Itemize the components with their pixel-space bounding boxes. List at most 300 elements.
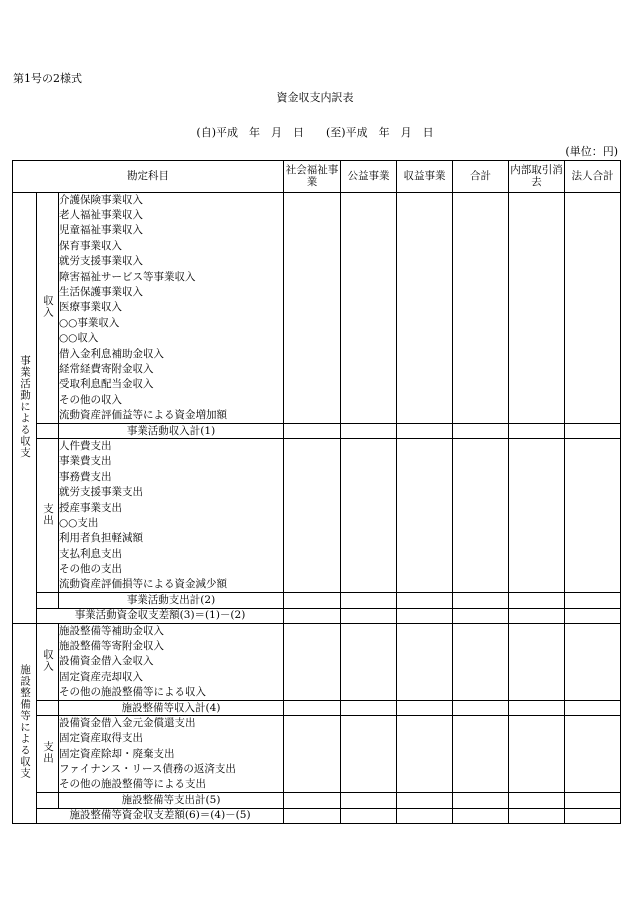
subtotal-row [13,593,621,608]
amount-cell [341,208,397,223]
account-item: 利用者負担軽減額 [59,531,284,546]
amount-cell [341,269,397,284]
amount-cell [284,731,341,746]
amount-cell [453,269,509,284]
amount-cell [284,623,341,638]
amount-cell [341,762,397,777]
table-row [13,362,621,377]
amount-cell [565,685,621,700]
amount-cell [341,700,397,715]
amount-cell [341,546,397,561]
amount-cell [397,408,453,423]
amount-cell [341,439,397,454]
amount-cell [284,639,341,654]
amount-cell [284,577,341,592]
table-row [13,254,621,269]
table-row [13,408,621,423]
amount-cell [453,793,509,808]
amount-cell [341,777,397,792]
amount-cell [565,793,621,808]
table-row [13,316,621,331]
table-row [13,485,621,500]
facility-income-label [37,623,59,700]
amount-cell [565,500,621,515]
amount-cell [341,300,397,315]
amount-cell [565,331,621,346]
amount-cell [341,377,397,392]
amount-cell [397,239,453,254]
amount-cell [341,285,397,300]
amount-cell [284,269,341,284]
amount-cell [565,485,621,500]
table-row [13,500,621,515]
account-item: 医療事業収入 [59,300,284,315]
facility-expense-label [37,716,59,793]
amount-cell [284,316,341,331]
table-row [13,685,621,700]
amount-cell [509,623,565,638]
amount-cell [397,208,453,223]
amount-cell [509,362,565,377]
amount-cell [397,731,453,746]
table-row [13,546,621,561]
amount-cell [509,377,565,392]
amount-cell [397,808,453,823]
amount-cell [565,408,621,423]
amount-cell [453,654,509,669]
amount-cell [397,500,453,515]
account-item: 人件費支出 [59,439,284,454]
amount-cell [341,470,397,485]
amount-cell [284,747,341,762]
facility-section-text: 施設整備等による収支 [19,664,31,780]
amount-cell [397,608,453,623]
amount-cell [565,731,621,746]
account-item: ○○支出 [59,516,284,531]
amount-cell [397,316,453,331]
account-item: 生活保護事業収入 [59,285,284,300]
amount-cell [509,808,565,823]
account-item: その他の施設整備等による支出 [59,777,284,792]
amount-cell [284,439,341,454]
amount-cell [453,193,509,208]
amount-cell [453,408,509,423]
amount-cell [453,762,509,777]
amount-cell [509,562,565,577]
amount-cell [453,700,509,715]
table-row [13,777,621,792]
amount-cell [453,639,509,654]
header-corporation-total: 法人合計 [565,161,621,193]
amount-cell [453,254,509,269]
amount-cell [284,531,341,546]
amount-cell [397,300,453,315]
amount-cell [453,747,509,762]
amount-cell [341,808,397,823]
table-row [13,439,621,454]
subtotal-row [13,793,621,808]
amount-cell [397,562,453,577]
amount-cell [341,408,397,423]
amount-cell [509,593,565,608]
amount-cell [509,700,565,715]
amount-cell [397,531,453,546]
amount-cell [453,777,509,792]
amount-cell [284,377,341,392]
account-item: 就労支援事業収入 [59,254,284,269]
table-row [13,223,621,238]
table-row [13,193,621,208]
header-internal-elimination: 内部取引消去 [509,161,565,193]
table-row [13,393,621,408]
amount-cell [397,346,453,361]
subtotal-row [13,700,621,715]
amount-cell [509,531,565,546]
difference-row [13,808,621,823]
amount-cell [453,531,509,546]
amount-cell [453,562,509,577]
header-account: 勘定科目 [13,161,284,193]
amount-cell [453,208,509,223]
amount-cell [453,470,509,485]
table-row [13,670,621,685]
amount-cell [397,623,453,638]
amount-cell [284,423,341,438]
amount-cell [397,439,453,454]
amount-cell [453,393,509,408]
amount-cell [397,670,453,685]
amount-cell [453,500,509,515]
amount-cell [509,577,565,592]
fund-statement-table [12,160,621,824]
table-row [13,516,621,531]
amount-cell [565,654,621,669]
operating-income-label [37,193,59,424]
period-to: (至)平成 年 月 日 [326,126,434,139]
amount-cell [565,377,621,392]
amount-cell [509,747,565,762]
amount-cell [453,685,509,700]
amount-cell [397,454,453,469]
operating-section-text: 事業活動による収支 [19,354,31,459]
amount-cell [341,716,397,731]
table-row [13,639,621,654]
amount-cell [397,423,453,438]
amount-cell [565,269,621,284]
amount-cell [565,716,621,731]
table-row [13,269,621,284]
amount-cell [453,670,509,685]
amount-cell [453,377,509,392]
table-row [13,654,621,669]
amount-cell [284,300,341,315]
amount-cell [453,577,509,592]
amount-cell [341,654,397,669]
table-row [13,331,621,346]
amount-cell [284,193,341,208]
amount-cell [341,670,397,685]
amount-cell [565,623,621,638]
amount-cell [509,500,565,515]
table-row [13,454,621,469]
amount-cell [284,485,341,500]
amount-cell [284,562,341,577]
amount-cell [509,393,565,408]
amount-cell [397,700,453,715]
amount-cell [509,254,565,269]
amount-cell [397,577,453,592]
account-item: 事務費支出 [59,470,284,485]
account-item: その他の収入 [59,393,284,408]
table-row [13,716,621,731]
amount-cell [509,300,565,315]
amount-cell [397,593,453,608]
subtotal-indent [37,423,59,438]
amount-cell [509,716,565,731]
document-title: 資金収支内訳表 [276,91,354,104]
amount-cell [341,793,397,808]
account-item: 支払利息支出 [59,546,284,561]
operating-expense-label [37,439,59,593]
amount-cell [509,470,565,485]
amount-cell [284,285,341,300]
amount-cell [284,762,341,777]
amount-cell [565,531,621,546]
amount-cell [397,716,453,731]
amount-cell [565,393,621,408]
amount-cell [341,639,397,654]
amount-cell [453,731,509,746]
amount-cell [453,423,509,438]
account-item: 固定資産売却収入 [59,670,284,685]
amount-cell [284,546,341,561]
unit-label: (単位：円) [565,145,618,158]
difference-row [13,608,621,623]
amount-cell [565,700,621,715]
account-item: ○○事業収入 [59,316,284,331]
amount-cell [341,346,397,361]
amount-cell [341,331,397,346]
amount-cell [565,808,621,823]
account-item: 受取利息配当金収入 [59,377,284,392]
amount-cell [397,747,453,762]
table-row [13,377,621,392]
amount-cell [509,777,565,792]
facility-section-label [13,623,37,823]
amount-cell [453,362,509,377]
amount-cell [565,285,621,300]
account-item: 施設整備等寄附金収入 [59,639,284,654]
amount-cell [284,254,341,269]
amount-cell [509,685,565,700]
amount-cell [453,300,509,315]
amount-cell [453,346,509,361]
period-line [0,124,630,140]
amount-cell [509,285,565,300]
amount-cell [509,239,565,254]
amount-cell [453,439,509,454]
amount-cell [509,516,565,531]
amount-cell [341,254,397,269]
amount-cell [284,346,341,361]
amount-cell [509,423,565,438]
amount-cell [284,685,341,700]
amount-cell [565,223,621,238]
amount-cell [284,208,341,223]
amount-cell [453,608,509,623]
amount-cell [509,208,565,223]
table-row [13,285,621,300]
amount-cell [509,793,565,808]
header-row [13,161,621,193]
account-item: その他の支出 [59,562,284,577]
amount-cell [565,239,621,254]
facility-expense-text: 支出 [42,741,54,765]
amount-cell [284,716,341,731]
subtotal-indent [37,593,59,608]
amount-cell [341,577,397,592]
amount-cell [453,223,509,238]
amount-cell [453,593,509,608]
amount-cell [565,316,621,331]
amount-cell [341,193,397,208]
account-item: 障害福祉サービス等事業収入 [59,269,284,284]
account-item: 施設整備等補助金収入 [59,623,284,638]
amount-cell [565,577,621,592]
amount-cell [397,777,453,792]
account-item: 授産事業支出 [59,500,284,515]
amount-cell [565,346,621,361]
table-row [13,623,621,638]
amount-cell [341,623,397,638]
account-item: 設備資金借入金収入 [59,654,284,669]
account-item: 事業費支出 [59,454,284,469]
amount-cell [341,531,397,546]
amount-cell [453,623,509,638]
amount-cell [509,346,565,361]
facility-income-text: 収入 [42,648,54,672]
account-item: 介護保険事業収入 [59,193,284,208]
amount-cell [284,408,341,423]
amount-cell [453,808,509,823]
amount-cell [565,546,621,561]
amount-cell [397,269,453,284]
amount-cell [341,239,397,254]
amount-cell [509,608,565,623]
amount-cell [341,562,397,577]
table-row [13,747,621,762]
amount-cell [397,685,453,700]
amount-cell [565,670,621,685]
amount-cell [397,285,453,300]
amount-cell [397,485,453,500]
amount-cell [397,654,453,669]
amount-cell [284,516,341,531]
amount-cell [397,223,453,238]
account-item: ファイナンス・リース債務の返済支出 [59,762,284,777]
account-item: 固定資産除却・廃棄支出 [59,747,284,762]
amount-cell [509,670,565,685]
amount-cell [565,208,621,223]
amount-cell [509,316,565,331]
amount-cell [509,639,565,654]
amount-cell [341,223,397,238]
table-row [13,762,621,777]
amount-cell [453,331,509,346]
amount-cell [284,470,341,485]
amount-cell [565,608,621,623]
amount-cell [341,608,397,623]
amount-cell [509,485,565,500]
amount-cell [341,747,397,762]
amount-cell [509,654,565,669]
account-item: 流動資産評価益等による資金増加額 [59,408,284,423]
amount-cell [509,193,565,208]
amount-cell [565,300,621,315]
amount-cell [509,408,565,423]
table-row [13,239,621,254]
amount-cell [284,454,341,469]
amount-cell [565,516,621,531]
amount-cell [453,454,509,469]
amount-cell [453,239,509,254]
amount-cell [341,685,397,700]
account-item: 固定資産取得支出 [59,731,284,746]
amount-cell [284,500,341,515]
amount-cell [341,454,397,469]
amount-cell [397,331,453,346]
account-item: その他の施設整備等による収入 [59,685,284,700]
table-row [13,346,621,361]
amount-cell [341,500,397,515]
amount-cell [284,777,341,792]
subtotal-indent [37,793,59,808]
amount-cell [509,454,565,469]
facility-income-total: 施設整備等収入計(4) [59,700,284,715]
amount-cell [509,331,565,346]
table-row [13,300,621,315]
amount-cell [284,808,341,823]
operating-expense-text: 支出 [42,502,54,526]
amount-cell [397,639,453,654]
amount-cell [453,316,509,331]
amount-cell [341,423,397,438]
amount-cell [284,608,341,623]
header-public-interest: 公益事業 [341,161,397,193]
amount-cell [284,654,341,669]
account-item: 流動資産評価損等による資金減少額 [59,577,284,592]
period-from: (自)平成 年 月 日 [196,126,304,139]
table-row [13,577,621,592]
amount-cell [284,331,341,346]
account-item: 就労支援事業支出 [59,485,284,500]
amount-cell [341,593,397,608]
amount-cell [453,516,509,531]
facility-difference: 施設整備等資金収支差額(6)＝(4)－(5) [37,808,284,823]
operating-income-text: 収入 [42,294,54,318]
amount-cell [397,393,453,408]
amount-cell [565,777,621,792]
amount-cell [453,285,509,300]
amount-cell [397,254,453,269]
operating-income-total: 事業活動収入計(1) [59,423,284,438]
amount-cell [565,593,621,608]
subtotal-row [13,423,621,438]
amount-cell [509,762,565,777]
amount-cell [565,193,621,208]
amount-cell [341,485,397,500]
header-total: 合計 [453,161,509,193]
